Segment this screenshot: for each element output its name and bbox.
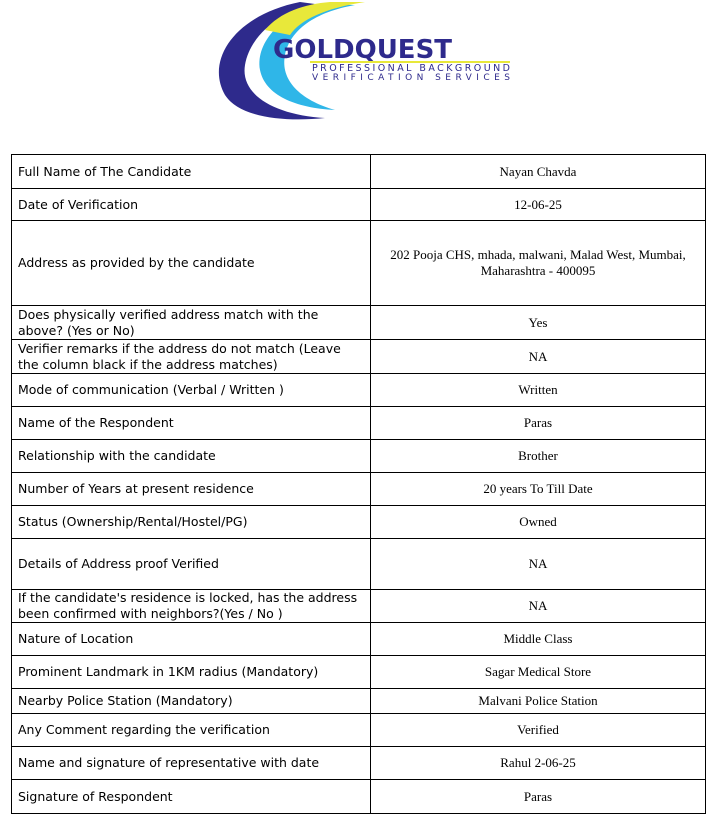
goldquest-logo bbox=[205, 0, 515, 122]
field-value: Paras bbox=[371, 780, 706, 814]
field-label: Address as provided by the candidate bbox=[12, 221, 371, 306]
field-label: Mode of communication (Verbal / Written ) bbox=[12, 374, 371, 407]
field-label: Verifier remarks if the address do not match (Leave the column black if the address matches) bbox=[12, 340, 371, 374]
field-label: If the candidate's residence is locked, has the address been confirmed with neighbors?(Yes / No ) bbox=[12, 590, 371, 623]
field-label: Number of Years at present residence bbox=[12, 473, 371, 506]
field-value: NA bbox=[371, 340, 706, 374]
field-label: Any Comment regarding the verification bbox=[12, 714, 371, 747]
field-value: NA bbox=[371, 590, 706, 623]
table-row bbox=[12, 189, 706, 221]
table-row bbox=[12, 155, 706, 189]
field-label: Nearby Police Station (Mandatory) bbox=[12, 689, 371, 714]
table-row bbox=[12, 506, 706, 539]
field-value: 20 years To Till Date bbox=[371, 473, 706, 506]
svg-text:PROFESSIONAL BACKGROUND: PROFESSIONAL BACKGROUND bbox=[312, 63, 510, 74]
field-label: Does physically verified address match with the above? (Yes or No) bbox=[12, 306, 371, 340]
field-value: Paras bbox=[371, 407, 706, 440]
table-row bbox=[12, 473, 706, 506]
svg-text:GOLDQUEST: GOLDQUEST bbox=[273, 35, 453, 65]
field-value: 202 Pooja CHS, mhada, malwani, Malad West, Mumbai, Maharashtra - 400095 bbox=[371, 221, 706, 306]
field-value: Nayan Chavda bbox=[371, 155, 706, 189]
verification-table bbox=[11, 154, 706, 814]
field-label: Name and signature of representative with date bbox=[12, 747, 371, 780]
svg-text:VERIFICATION SERVICES: VERIFICATION SERVICES bbox=[312, 73, 510, 83]
table-row bbox=[12, 780, 706, 814]
field-label: Date of Verification bbox=[12, 189, 371, 221]
table-row bbox=[12, 221, 706, 306]
field-label: Status (Ownership/Rental/Hostel/PG) bbox=[12, 506, 371, 539]
field-label: Relationship with the candidate bbox=[12, 440, 371, 473]
field-value: Rahul 2-06-25 bbox=[371, 747, 706, 780]
field-value: 12-06-25 bbox=[371, 189, 706, 221]
field-value: Brother bbox=[371, 440, 706, 473]
table-row bbox=[12, 539, 706, 590]
table-row bbox=[12, 590, 706, 623]
table-row bbox=[12, 656, 706, 689]
field-label: Nature of Location bbox=[12, 623, 371, 656]
field-value: NA bbox=[371, 539, 706, 590]
table-row bbox=[12, 714, 706, 747]
table-row bbox=[12, 340, 706, 374]
table-row bbox=[12, 623, 706, 656]
field-value: Middle Class bbox=[371, 623, 706, 656]
field-label: Prominent Landmark in 1KM radius (Mandatory) bbox=[12, 656, 371, 689]
field-value: Sagar Medical Store bbox=[371, 656, 706, 689]
field-label: Signature of Respondent bbox=[12, 780, 371, 814]
table-row bbox=[12, 689, 706, 714]
field-value: Written bbox=[371, 374, 706, 407]
table-row bbox=[12, 407, 706, 440]
table-row bbox=[12, 747, 706, 780]
table-row bbox=[12, 440, 706, 473]
field-value: Malvani Police Station bbox=[371, 689, 706, 714]
field-label: Name of the Respondent bbox=[12, 407, 371, 440]
field-value: Verified bbox=[371, 714, 706, 747]
table-row bbox=[12, 374, 706, 407]
field-value: Owned bbox=[371, 506, 706, 539]
field-label: Full Name of The Candidate bbox=[12, 155, 371, 189]
field-value: Yes bbox=[371, 306, 706, 340]
field-label: Details of Address proof Verified bbox=[12, 539, 371, 590]
table-row bbox=[12, 306, 706, 340]
